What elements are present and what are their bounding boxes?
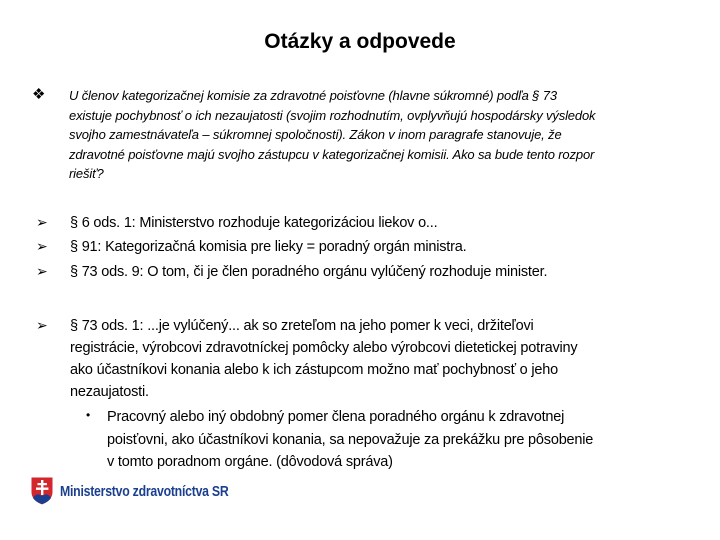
detail-sub-text: Pracovný alebo iný obdobný pomer člena poradného orgánu k zdravotnej poisťovni, ako účastníkovi konania, sa nepovažuje za prekážku pre pôsobenie v tomto poradnom orgáne. (dôvodová správa) <box>107 409 594 470</box>
answer-item: § 91: Kategorizačná komisia pre lieky = poradný orgán ministra. <box>70 239 467 255</box>
question-text: U členov kategorizačnej komisie za zdravotné poisťovne (hlavne súkromné) podľa § 73 existuje pochybnosť o ich nezaujatosti (svojim rozhodnutím, ovplyvňujú hospodársky výsledok svojho zamestnávateľa – súkromnej spoločnosti). Zákon v inom paragrafe stanovuje, že zdravotné poisťovne majú svojho zástupcu v kategorizačnej komisii. Ako sa bude tento rozpor riešiť? <box>69 88 596 181</box>
diamond-bullet-icon: ❖ <box>32 86 46 103</box>
arrow-bullet-icon: ➢ <box>36 263 48 279</box>
answer-item: § 6 ods. 1: Ministerstvo rozhoduje kategorizáciou liekov o... <box>70 215 438 231</box>
arrow-bullet-icon: ➢ <box>36 238 48 254</box>
slide-title: Otázky a odpovede <box>264 30 456 53</box>
slovak-coat-of-arms-icon <box>30 476 54 506</box>
detail-text: § 73 ods. 1: ...je vylúčený... ak so zreteľom na jeho pomer k veci, držiteľovi registrácie, výrobcovi zdravotníckej pomôcky alebo výrobcovi dietetickej potraviny ako účastníkovi konania alebo k ich zástupcom možno mať pochybnosť o jeho nezaujatosti. <box>70 318 578 400</box>
ministry-logo <box>30 476 266 506</box>
arrow-bullet-icon: ➢ <box>36 214 48 230</box>
answer-item: § 73 ods. 9: O tom, či je člen poradného orgánu vylúčený rozhoduje minister. <box>70 264 548 280</box>
arrow-bullet-icon: ➢ <box>36 317 48 333</box>
logo-text: Ministerstvo zdravotníctva SR <box>60 482 229 500</box>
dot-bullet-icon: • <box>86 408 91 422</box>
